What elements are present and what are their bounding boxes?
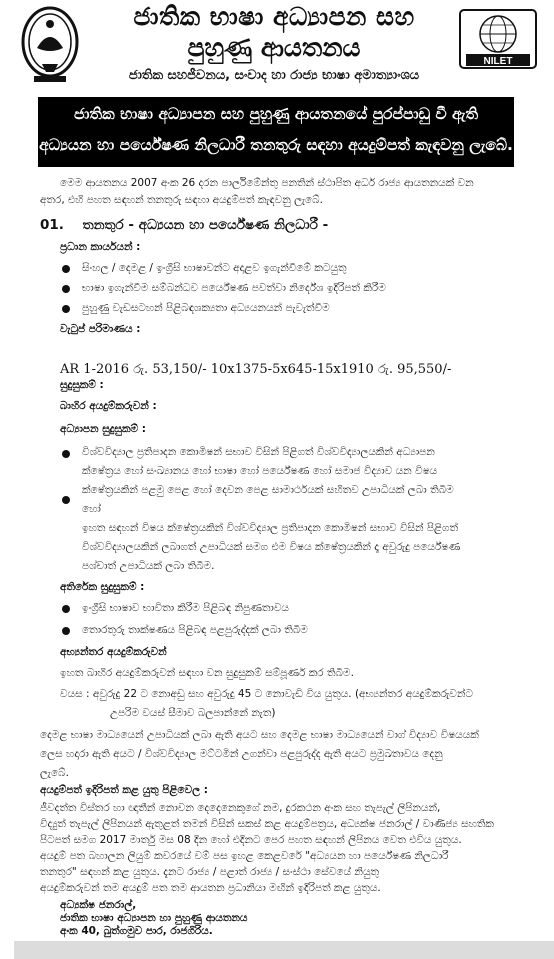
- signoff-address: අංක 40, බුත්ගමුව පාර, රාජගිරිය.: [60, 925, 213, 937]
- submission-para2-line3: අයදුම්කරුවන් තම අයදුම් පත තම ආයතන ප්‍රධානියා මඟින් ඉදිරිපත් කළ යුතුය.: [40, 882, 381, 894]
- bullet-icon: [62, 605, 70, 613]
- edu-item1-line3: ක්ෂේත්‍රයකින් පළමු පෙළ හෝ දෙවන පෙළ සාමාර්ථයක් සහිතව උපාධියක් ලබා තිබීම: [82, 484, 454, 496]
- internal-line-1: ඉහත බාහිර අයදුම්කරුවන් සඳහා වන සුදුසුකම් සම්පූර්ණ කර තිබීම.: [60, 667, 354, 679]
- internal-applicants-heading: අභ්‍යන්තර අයදුම්කරුවන්: [60, 646, 167, 658]
- headline-banner: [38, 97, 514, 167]
- submission-para2-line2: තනතුර" සඳහන් කළ යුතුය. දැනට රාජ්‍ය / පළාත් රාජ්‍ය / සංස්ථා සේවයේ නියුතු: [40, 866, 380, 878]
- institute-title-line2: පුහුණු ආයතනය: [187, 33, 361, 62]
- duty-item-2: භාෂා ඉගැන්වීම සම්බන්ධව පර්යේෂණ පවත්වා නිර්දේශ ඉදිරිපත් කිරීම: [82, 282, 386, 294]
- nilet-logo-icon: [458, 8, 538, 70]
- institute-title-line1: ජාතික භාෂා අධ්‍යාපන සහ: [133, 2, 415, 31]
- priority-note-line-3: ලැබේ.: [40, 767, 69, 779]
- signoff-title: අධ්‍යක්ෂ ජනරාල්,: [60, 899, 137, 911]
- priority-note-line-1: දෙමළ භාෂා මාධ්‍යයෙන් උපාධියක් ලබා ඇති අයට සහ දෙමළ භාෂා මාධ්‍යයෙන් වාග් විද්‍යාව විෂයයක්: [40, 729, 479, 741]
- edu-item1-line4: හෝ: [82, 503, 101, 515]
- duty-item-1: සිංහල / දෙමළ / ඉංග්‍රීසි භාෂාවන්ට අදාළව ඉගැන්වීමේ කටයුතු: [82, 262, 347, 274]
- salary-heading: වැටුප් පරිමාණය :: [60, 323, 141, 335]
- external-applicants-heading: බාහිර අයදුම්කරුවන් :: [60, 400, 157, 412]
- qualifications-heading: සුදුසුකම් :: [60, 379, 104, 391]
- edu-item1-line2: ක්ෂේත්‍රය හෝ සංඛ්‍යානය හෝ භාෂා හෝ පර්යේෂණ හෝ සමාජ විද්‍යාව යන විෂය: [82, 465, 438, 477]
- bullet-icon: [62, 285, 70, 293]
- nilet-logo-text: NILET: [483, 56, 513, 67]
- ministry-name: ජාතික සහජීවනය, සංවාද හා රාජ්‍ය භාෂා අමාත්‍යාංශය: [128, 68, 420, 83]
- edu-item2-line3: පශ්චාත් උපාධියක් ලබා තිබීම.: [82, 560, 215, 572]
- age-line-1: වයස : අවුරුදු 22 ට නොඅඩු සහ අවුරුදු 45 ට නොවැඩි විය යුතුය. (අභ්‍යන්තර අයදුම්කරුවන්ට: [60, 688, 473, 700]
- bullet-icon: [62, 305, 70, 313]
- bullet-icon: [62, 265, 70, 273]
- salary-scale: AR 1-2016 රු. 53,150/- 10x1375-5x645-15x1910 රු. 95,550/-: [60, 362, 452, 377]
- section-number: 01.: [40, 217, 64, 233]
- additional-item-2: තොරතුරු තාක්ෂණය පිළිබඳ පළපුරුද්දක් ලබා තිබීම: [82, 624, 308, 636]
- submission-para1-line2: විද්‍යුත් තැපැල් ලිපිනයන් ඇතුළත් තමන් විසින් සකස් කළ අයදුම්පත්‍රය, අධ්‍යක්ෂ ජනරාල් / වාණිජ්‍ය සහතික: [40, 818, 494, 830]
- bullet-icon: [62, 450, 70, 458]
- additional-qualifications-heading: අතිරේක සුදුසුකම් :: [60, 581, 145, 593]
- edu-item1-line1: විශ්වවිද්‍යාල ප්‍රතිපාදන කොමිෂන් සභාව විසින් පිළිගත් විශ්වවිද්‍යාලයකින් අධ්‍යාපන: [82, 446, 435, 458]
- submission-para1-line3: පිටපත් සමග 2017 මාර්තු මස 08 දින හෝ එදිනට පෙර පහත සඳහන් ලිපිනය වෙත එවිය යුතුය.: [40, 834, 462, 846]
- section-title: තනතුර - අධ්‍යයන හා පර්යේෂණ නිලධාරී -: [82, 217, 329, 233]
- header: [0, 0, 554, 92]
- edu-item2-line1: ඉහත සඳහන් විෂය ක්ෂේත්‍රයකින් විශ්වවිද්‍යාල ප්‍රතිපාදන කොමිෂන් සභාව විසින් පිළිගත්: [82, 522, 459, 534]
- age-line-2: උපරිම වයස් සීමාව බලපාන්නේ නැත): [110, 707, 276, 719]
- submission-para2-line1: අයදුම් පත බහාලන ලියුම් කවරයේ වම් පස ඉහළ කෙළවරේ "අධ්‍යයන හා පර්යේෂණ නිලධාරී: [40, 850, 449, 862]
- education-heading: අධ්‍යාපන සුදුසුකම් :: [60, 423, 146, 435]
- banner-line-2: අධ්‍යයන හා පර්යේෂණ නිලධාරී තනතුරු සඳහා අයදුම්පත් කැඳවනු ලැබේ.: [39, 136, 513, 154]
- priority-note-line-2: ලෙස හදාරා ඇති අයට / විශ්වවිද්‍යාල මට්ටමින් උගන්වා පළපුරුද්ද ඇති අයට ප්‍රමුඛතාවය දෙනු: [40, 748, 443, 760]
- additional-item-1: ඉංග්‍රීසි භාෂාව භාවිතා කිරීම පිළිබඳ නිපුණතාවය: [82, 602, 289, 614]
- edu-item2-line2: විශ්වවිද්‍යාලයකින් ලබාගත් උපාධියක් සමග එම විෂය ක්ෂේත්‍රයකින් දෑ අවුරුදු පර්යේෂණ: [82, 541, 461, 553]
- duties-heading: ප්‍රධාන කාර්යයන් :: [60, 241, 141, 253]
- submission-para1-line1: ජීවදත්ත විස්තර හා ඥාතීන් නොවන දෙදෙනෙකුගේ නම, දුරකථන අංක සහ තැපැල් ලිපිනයන්,: [40, 802, 441, 814]
- banner-line-1: ජාතික භාෂා අධ්‍යාපන සහ පුහුණු ආයතනයේ පුරප්පාඩු වී ඇති: [73, 105, 479, 123]
- sri-lanka-emblem-icon: [20, 4, 80, 86]
- duty-item-3: පුහුණු වැඩසටහන් පිළිබඳශක්‍යතා අධ්‍යයනයන් පැවැත්වීම: [82, 302, 330, 314]
- signoff-organization: ජාතික භාෂා අධ්‍යාපන හා පුහුණු ආයතනය: [60, 912, 248, 924]
- section-heading: [40, 217, 328, 233]
- submission-heading: අයදුම්පත් ඉදිරිපත් කළ යුතු පිළිවෙල :: [40, 784, 208, 796]
- bullet-icon: [62, 627, 70, 635]
- footer-bar: [14, 941, 554, 959]
- intro-line-2: අතර, එහි පහත සඳහන් තනතුරු සඳහා අයදුම්පත් කැඳවනු ලැබේ.: [40, 194, 324, 206]
- bullet-icon: [62, 496, 70, 504]
- intro-line-1: මෙම ආයතනය 2007 අංක 26 දරන පාර්ලිමේන්තු පනතින් ස්ථාපිත අර්ධ රාජ්‍ය ආයතනයක් වන: [60, 177, 474, 189]
